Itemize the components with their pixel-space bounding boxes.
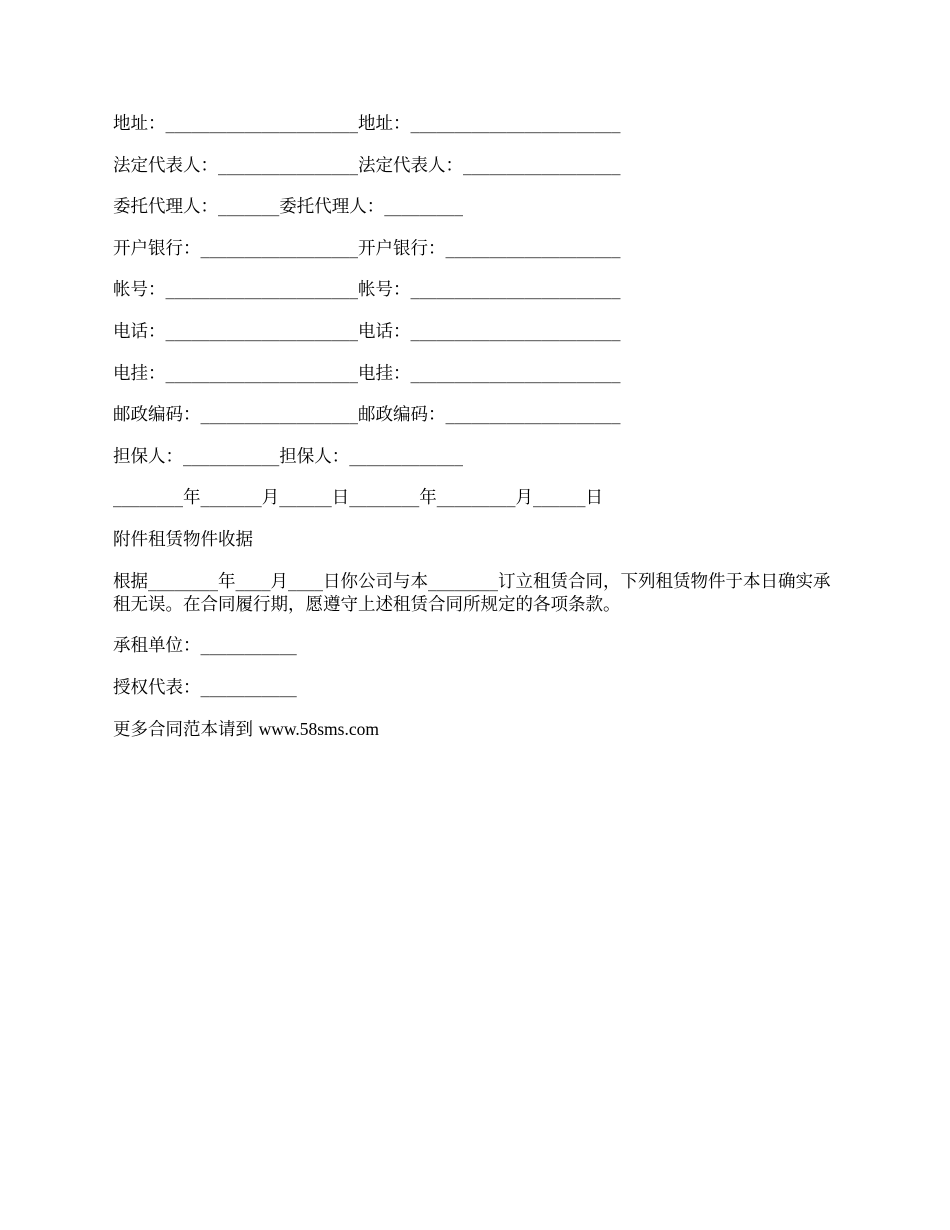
legal-rep-blank-left: ________________	[218, 155, 358, 176]
legal-rep-label-left: 法定代表人：	[113, 155, 218, 176]
agent-label-left: 委托代理人：	[113, 197, 218, 218]
address-label-left: 地址：	[113, 114, 166, 134]
agent-blank-left: _______	[218, 197, 280, 218]
account-blank-left: ______________________	[165, 280, 358, 301]
authorized-rep-label: 授权代表：	[113, 677, 201, 698]
address-blank-left: ______________________	[165, 114, 358, 134]
legal-rep-blank-right: __________________	[463, 155, 621, 176]
bank-blank-left: __________________	[200, 238, 358, 259]
bank-label-right: 开户银行：	[358, 238, 446, 259]
phone-label-right: 电话：	[358, 321, 411, 342]
agent-row	[113, 196, 843, 219]
lessee-label: 承租单位：	[113, 636, 201, 657]
address-blank-right: ________________________	[410, 114, 621, 134]
telegraph-row	[113, 363, 843, 386]
telegraph-blank-right: ________________________	[410, 363, 621, 384]
agent-label-right: 委托代理人：	[279, 197, 385, 218]
footer-line	[113, 718, 843, 741]
bank-label-left: 开户银行：	[113, 238, 201, 259]
attachment-title: 附件租赁物件收据	[113, 529, 253, 550]
telegraph-blank-left: ______________________	[165, 363, 358, 384]
guarantor-blank-left: ___________	[183, 446, 280, 467]
legal-rep-row	[113, 155, 843, 178]
guarantor-label-left: 担保人：	[113, 446, 183, 467]
postcode-label-left: 邮政编码：	[113, 405, 201, 426]
agent-blank-right: _________	[384, 197, 463, 218]
address-label-right: 地址：	[358, 114, 411, 134]
telegraph-label-left: 电挂：	[113, 363, 166, 384]
telegraph-label-right: 电挂：	[358, 363, 411, 384]
bank-row	[113, 238, 843, 261]
account-blank-right: ________________________	[410, 280, 621, 301]
account-row	[113, 279, 843, 302]
bank-blank-right: ____________________	[445, 238, 621, 259]
document-page	[113, 113, 843, 760]
authorized-rep-blank: ___________	[200, 677, 297, 698]
postcode-row	[113, 404, 843, 427]
legal-rep-label-right: 法定代表人：	[358, 155, 463, 176]
phone-blank-right: ________________________	[410, 321, 621, 342]
receipt-body-paragraph: 根据________年____月____日你公司与本________订立租赁合同，下列租赁物件于本日确实承租无误。在合同履行期，愿遵守上述租赁合同所规定的各项条款。	[113, 571, 831, 615]
guarantor-row	[113, 446, 843, 469]
guarantor-blank-right: _____________	[349, 446, 463, 467]
postcode-blank-left: __________________	[200, 405, 358, 426]
phone-blank-left: ______________________	[165, 321, 358, 342]
phone-row	[113, 321, 843, 344]
guarantor-label-right: 担保人：	[279, 446, 350, 467]
authorized-rep-row	[113, 677, 843, 700]
postcode-label-right: 邮政编码：	[358, 405, 446, 426]
phone-label-left: 电话：	[113, 321, 166, 342]
lessee-row	[113, 635, 843, 658]
postcode-blank-right: ____________________	[445, 405, 621, 426]
footer-url[interactable]: www.58sms.com	[258, 719, 379, 740]
account-label-left: 帐号：	[113, 280, 166, 301]
address-row	[113, 113, 843, 136]
date-line: ________年_______月______日________年_________月______日	[113, 488, 603, 509]
lessee-blank: ___________	[200, 636, 297, 657]
footer-text: 更多合同范本请到	[113, 720, 259, 741]
account-label-right: 帐号：	[358, 280, 411, 301]
